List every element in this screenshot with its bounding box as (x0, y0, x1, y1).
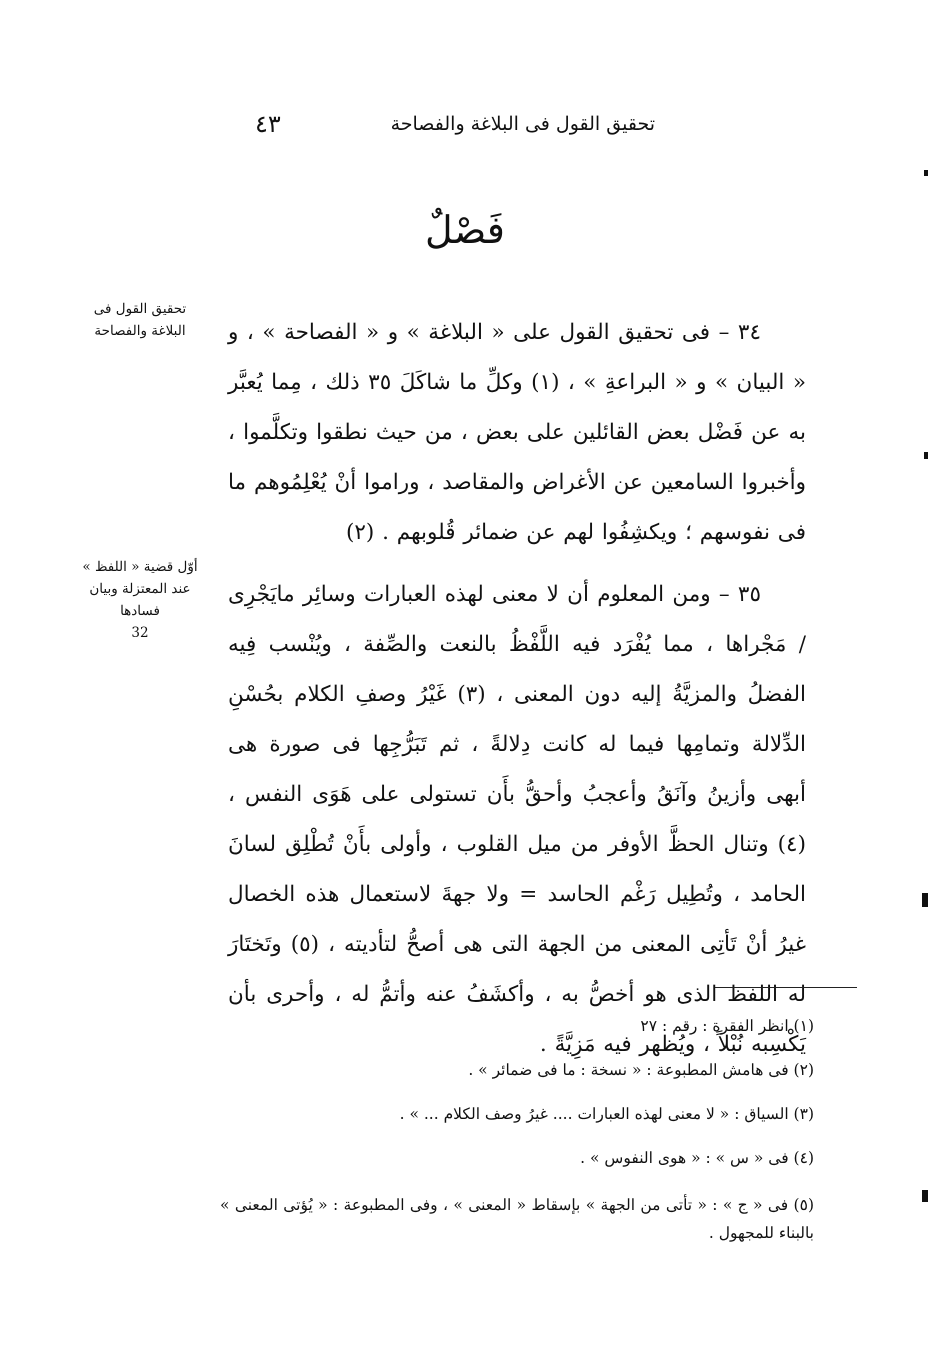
footnote-3: (٣) السياق : « لا معنى لهذه العبارات .... غيرُ وصف الكلام ... » . (399, 1105, 814, 1123)
page-number: ٤٣ (255, 110, 281, 138)
side-note-2 (80, 556, 200, 644)
paragraph-35: ٣٥ – ومن المعلوم أن لا معنى لهذه العبارات وسائِر مايَجْرِى / مَجْراها ، مما يُفْرَد فيه اللَّفْظُ بالنعت والصِّفة ، ويُنْسب فِيه الفضلُ والمزيَّةُ إليه دون المعنى ، (٣) غَيْرُ وصفِ الكلام بحُسْنِ الدِّلالة وتمامِها فيما له كانت دِلالةً ، ثم تَبَرُّجِها فى صورة هى أبهى وأزينُ وآنَقُ وأعجبُ وأحقُّ بأَن تستولى على هَوَى النفس ، (٤) وتنال الحظَّ الأوفر من ميل القلوب ، وأولى بأَنْ تُطْلِق لسانَ الحامد ، وتُطِيل رَغْم الحاسد = ولا جهةَ لاستعمال هذه الخصال غيرُ أنْ تَأتِى المعنى من الجهة التى هى أصحُّ لتأديته ، (٥) وتَختَارَ له اللفظ الذى هو أخصُّ به ، وأكشَفُ عنه وأتمُّ له ، وأحرى بأن يَكْسِبه نُبْلاً ، ويُظهر فيه مَزِيَّةً . (228, 581, 807, 1057)
side-note-1 (80, 298, 200, 342)
footnote-4: (٤) فى « س » : « هوى النفوس » . (580, 1149, 814, 1167)
scan-mark (924, 452, 928, 459)
paragraph-34: ٣٤ – فى تحقيق القول على « البلاغة » و « الفصاحة » ، و « البيان » و « البراعةِ » ، (١) وكلِّ ما شاكَلَ ٣٥ ذلك ، مِما يُعبَّر به عن فَضْل بعض القائلين على بعض ، من حيث نطقوا وتكلَّموا ، وأخبروا السامعين عن الأغراض والمقاصد ، وراموا أنْ يُعْلِمُوهم ما فى نفوسهم ؛ ويكشِفُوا لهم عن ضمائر قُلوبهم . (٢) (228, 319, 806, 545)
running-title: تحقيق القول فى البلاغة والفصاحة (390, 113, 655, 135)
footnote-5: (٥) فى « ج » : « تأتى من الجهة » بإسقاط « المعنى » ، وفى المطبوعة : « يُؤتى المعنى » بالبناء للمجهول . (220, 1196, 814, 1242)
scan-mark (922, 893, 928, 907)
footnote-separator (715, 987, 857, 988)
side-note-text: أوّل قضية « اللفظ » عند المعتزلة وبيان فسادها (82, 559, 198, 619)
section-heading: فَصْلٌ (425, 208, 505, 252)
running-header (255, 110, 655, 143)
side-note-ref: 32 (131, 625, 149, 641)
scan-mark (922, 1190, 928, 1202)
footnotes (220, 1015, 814, 1268)
side-note-text: تحقيق القول فى البلاغة والفصاحة (93, 301, 187, 339)
footnote-2: (٢) فى هامش المطبوعة : « نسخة : ما فى ضمائر » . (468, 1061, 814, 1079)
footnote-1: (١) انظر الفقرة : رقم : ٢٧ (640, 1017, 814, 1035)
scan-mark (924, 170, 928, 176)
